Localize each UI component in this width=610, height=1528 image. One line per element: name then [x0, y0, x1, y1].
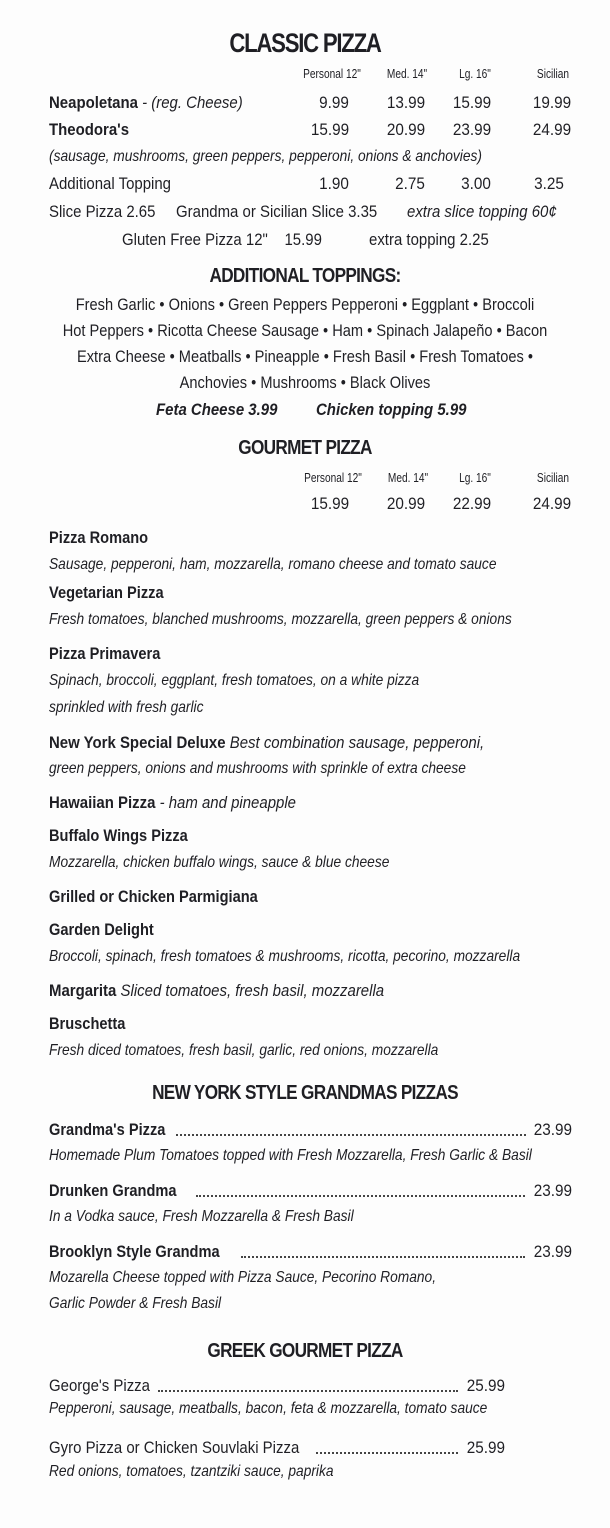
- gourmet-item-inline-desc: Best combination sausage, pepperoni,: [229, 733, 485, 752]
- grandma-item-desc: In a Vodka sauce, Fresh Mozzarella & Fresh Basil: [49, 1208, 354, 1225]
- price: 24.99: [532, 494, 572, 513]
- grandma-item-name: Grandma's Pizza: [49, 1120, 166, 1139]
- gourmet-item-name: Pizza Primavera: [49, 644, 161, 663]
- greek-item-price: 25.99: [466, 1438, 505, 1457]
- gourmet-item-name: Bruschetta: [49, 1014, 126, 1033]
- price: 23.99: [452, 120, 492, 139]
- grandma-item-desc: Homemade Plum Tomatoes topped with Fresh Mozzarella, Fresh Garlic & Basil: [49, 1147, 532, 1164]
- feta-cheese: Feta Cheese 3.99: [156, 400, 278, 419]
- grandma-slice: Grandma or Sicilian Slice 3.35: [176, 202, 378, 221]
- gourmet-item: [49, 733, 484, 753]
- size-med: Med. 14": [386, 66, 428, 81]
- extra-slice-topping: extra slice topping 60¢: [407, 202, 557, 221]
- size-lg: Lg. 16": [459, 66, 491, 81]
- price: 9.99: [319, 93, 349, 112]
- price: 15.99: [452, 93, 492, 112]
- size-med: Med. 14": [387, 470, 429, 485]
- grandma-title: NEW YORK STYLE GRANDMAS PIZZAS: [152, 1082, 458, 1104]
- item-note: - (reg. Cheese): [137, 93, 243, 112]
- greek-title: GREEK GOURMET PIZZA: [207, 1340, 403, 1362]
- toppings-title: ADDITIONAL TOPPINGS:: [209, 265, 401, 287]
- chicken-topping: Chicken topping 5.99: [316, 400, 467, 419]
- gourmet-item-name: Vegetarian Pizza: [49, 583, 164, 602]
- price: 13.99: [386, 93, 426, 112]
- gourmet-item-desc: Fresh diced tomatoes, fresh basil, garlic, red onions, mozzarella: [49, 1042, 439, 1059]
- gourmet-item-desc: Broccoli, spinach, fresh tomatoes & mushrooms, ricotta, pecorino, mozzarella: [49, 948, 521, 965]
- price: 19.99: [532, 93, 572, 112]
- gourmet-item-inline-desc: Sliced tomatoes, fresh basil, mozzarella: [120, 981, 385, 1000]
- price: 15.99: [310, 494, 350, 513]
- dot-leader: [316, 1452, 458, 1454]
- price: 1.90: [319, 174, 349, 193]
- gourmet-item-name: Margarita: [49, 981, 117, 1000]
- gourmet-item-name: Grilled or Chicken Parmigiana: [49, 887, 258, 906]
- dot-leader: [176, 1134, 526, 1136]
- dot-leader: [158, 1390, 458, 1392]
- gourmet-item: [49, 981, 384, 1001]
- gourmet-item-desc: green peppers, onions and mushrooms with sprinkle of extra cheese: [49, 760, 466, 777]
- greek-item-desc: Pepperoni, sausage, meatballs, bacon, feta & mozzarella, tomato sauce: [49, 1400, 488, 1417]
- price: 22.99: [452, 494, 492, 513]
- theodoras-desc: (sausage, mushrooms, green peppers, pepperoni, onions & anchovies): [49, 148, 482, 165]
- slice-pizza: Slice Pizza 2.65: [49, 202, 156, 221]
- extra-topping: extra topping 2.25: [369, 230, 489, 249]
- greek-item-name: Gyro Pizza or Chicken Souvlaki Pizza: [49, 1438, 300, 1457]
- gourmet-item-inline-desc: - ham and pineapple: [155, 793, 296, 812]
- gourmet-item-name: Pizza Romano: [49, 528, 149, 547]
- classic-title: CLASSIC PIZZA: [229, 28, 381, 58]
- price: 3.00: [461, 174, 491, 193]
- grandma-item-price: 23.99: [533, 1181, 572, 1200]
- gourmet-item: [49, 793, 296, 813]
- gourmet-item-desc: Sausage, pepperoni, ham, mozzarella, romano cheese and tomato sauce: [49, 556, 497, 573]
- greek-item-price: 25.99: [466, 1376, 505, 1395]
- size-personal: Personal 12": [303, 66, 361, 81]
- gourmet-item-desc: sprinkled with fresh garlic: [49, 699, 204, 716]
- gourmet-item-name: Buffalo Wings Pizza: [49, 826, 188, 845]
- grandma-item-desc: Mozarella Cheese topped with Pizza Sauce, Pecorino Romano,: [49, 1269, 437, 1286]
- item-name: Neapoletana: [49, 93, 138, 112]
- toppings-line: Hot Peppers • Ricotta Cheese Sausage • Ham • Spinach Jalapeño • Bacon: [62, 321, 548, 340]
- gourmet-item-name: New York Special Deluxe: [49, 733, 226, 752]
- grandma-item-desc: Garlic Powder & Fresh Basil: [49, 1295, 222, 1312]
- dot-leader: [196, 1195, 525, 1197]
- toppings-line: Extra Cheese • Meatballs • Pineapple • Fresh Basil • Fresh Tomatoes •: [76, 347, 534, 366]
- theodoras-name: Theodora's: [49, 120, 130, 139]
- dot-leader: [241, 1256, 525, 1258]
- grandma-item-name: Drunken Grandma: [49, 1181, 177, 1200]
- grandma-item-price: 23.99: [533, 1242, 572, 1261]
- price: 20.99: [386, 494, 426, 513]
- gourmet-item-desc: Mozzarella, chicken buffalo wings, sauce & blue cheese: [49, 854, 390, 871]
- size-sicilian: Sicilian: [536, 66, 570, 81]
- toppings-line: Fresh Garlic • Onions • Green Peppers Pepperoni • Eggplant • Broccoli: [75, 295, 535, 314]
- neapoletana-row: [49, 93, 243, 113]
- gluten-free: Gluten Free Pizza 12" 15.99: [122, 230, 322, 249]
- size-personal: Personal 12": [304, 470, 362, 485]
- gourmet-title: GOURMET PIZZA: [238, 437, 372, 459]
- greek-item-name: George's Pizza: [49, 1376, 150, 1395]
- additional-topping-label: Additional Topping: [49, 174, 172, 193]
- gourmet-item-name: Hawaiian Pizza: [49, 793, 156, 812]
- toppings-line: Anchovies • Mushrooms • Black Olives: [179, 373, 431, 392]
- gourmet-item-name: Garden Delight: [49, 920, 154, 939]
- grandma-item-price: 23.99: [533, 1120, 572, 1139]
- price: 20.99: [386, 120, 426, 139]
- size-sicilian: Sicilian: [536, 470, 570, 485]
- price: 24.99: [532, 120, 572, 139]
- greek-item-desc: Red onions, tomatoes, tzantziki sauce, paprika: [49, 1463, 334, 1480]
- price: 3.25: [534, 174, 564, 193]
- grandma-item-name: Brooklyn Style Grandma: [49, 1242, 220, 1261]
- gourmet-item-desc: Fresh tomatoes, blanched mushrooms, mozzarella, green peppers & onions: [49, 611, 512, 628]
- size-lg: Lg. 16": [459, 470, 491, 485]
- gourmet-item-desc: Spinach, broccoli, eggplant, fresh tomatoes, on a white pizza: [49, 672, 420, 689]
- price: 2.75: [395, 174, 425, 193]
- price: 15.99: [310, 120, 350, 139]
